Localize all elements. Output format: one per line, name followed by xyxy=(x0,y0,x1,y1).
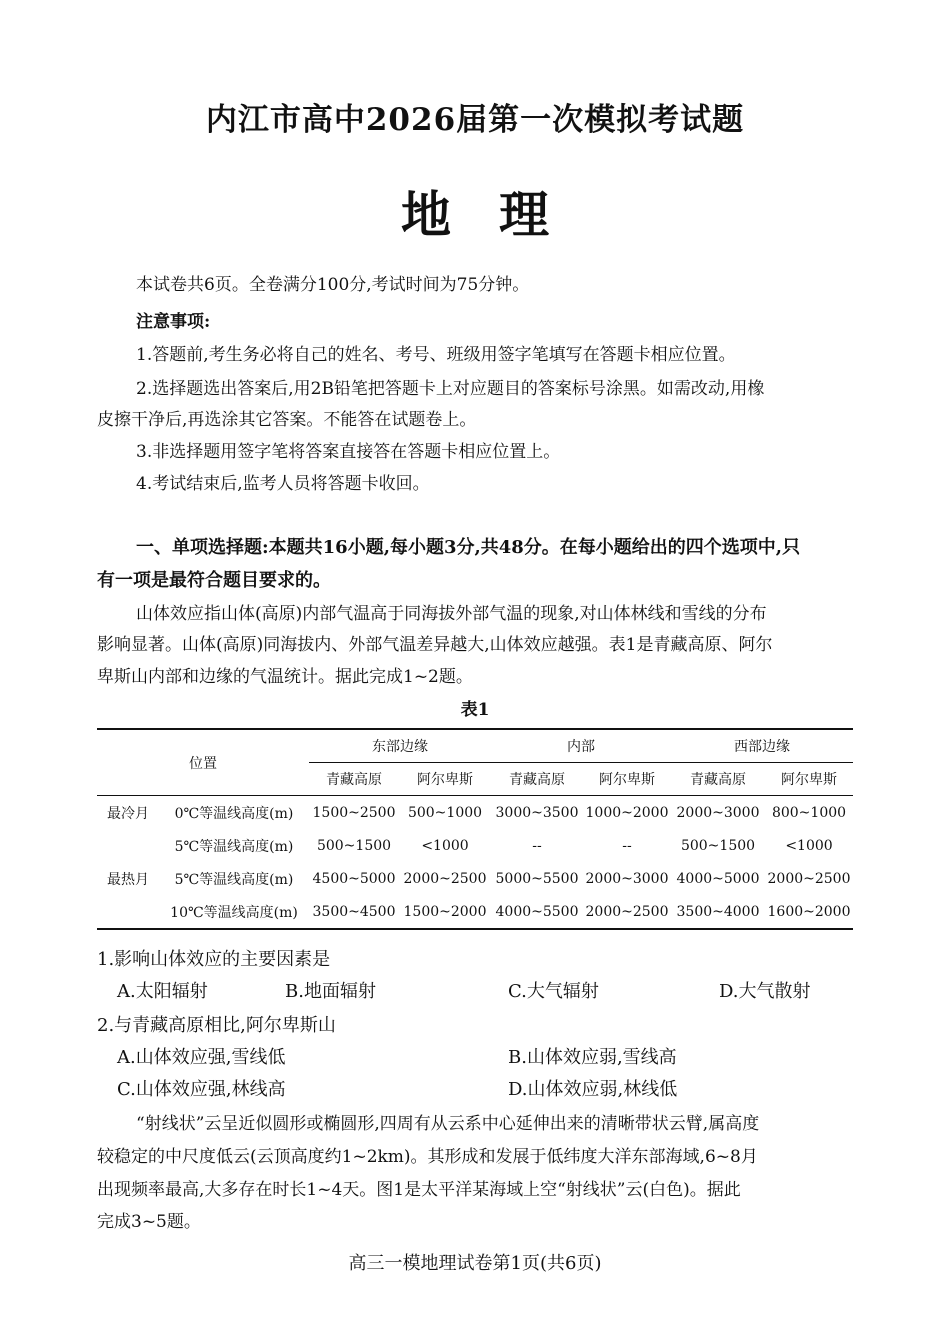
question-option: D.大气散射 xyxy=(719,981,811,1002)
section-heading: 有一项是最符合题目要求的。 xyxy=(97,570,331,591)
notice-item: 2.选择题选出答案后,用2B铅笔把答题卡上对应题目的答案标号涂黑。如需改动,用橡 xyxy=(136,379,765,399)
table-cell: <1000 xyxy=(421,837,469,854)
table-group-header: 内部 xyxy=(567,739,595,755)
table-cell: -- xyxy=(622,837,632,854)
table-cell: 2000~3000 xyxy=(676,804,760,821)
table-season xyxy=(97,829,159,862)
passage-line: 山体效应指山体(高原)内部气温高于同海拔外部气温的现象,对山体林线和雪线的分布 xyxy=(136,604,767,624)
table-cell: 2000~2500 xyxy=(403,870,487,887)
subject-title: 地理 xyxy=(401,185,597,244)
table-cell: 500~1500 xyxy=(316,837,392,854)
table-group-header: 东部边缘 xyxy=(372,739,428,755)
table-cell: 500~1000 xyxy=(407,804,483,821)
table-row xyxy=(97,862,853,895)
table-subheader: 阿尔卑斯 xyxy=(583,763,671,796)
table-cell: 1500~2500 xyxy=(312,804,396,821)
notice-heading: 注意事项: xyxy=(136,312,211,332)
question-option: C.大气辐射 xyxy=(508,981,599,1002)
table-season xyxy=(97,895,159,929)
table-row xyxy=(97,895,853,929)
notice-item: 3.非选择题用签字笔将答案直接答在答题卡相应位置上。 xyxy=(136,442,561,462)
table-cell: 2000~2500 xyxy=(585,903,669,920)
passage-line: 影响显著。山体(高原)同海拔内、外部气温差异越大,山体效应越强。表1是青藏高原、阿尔 xyxy=(97,635,773,655)
table-cell: 1000~2000 xyxy=(585,804,669,821)
table-cell: 3000~3500 xyxy=(495,804,579,821)
table-item: 10℃等温线高度(m) xyxy=(170,904,298,921)
table-group-header: 西部边缘 xyxy=(734,739,790,755)
section-heading: 一、单项选择题:本题共16小题,每小题3分,共48分。在每小题给出的四个选项中,只 xyxy=(136,537,801,558)
question-option: D.山体效应弱,林线低 xyxy=(508,1079,678,1100)
table-subheader: 阿尔卑斯 xyxy=(765,763,853,796)
table-item: 0℃等温线高度(m) xyxy=(174,805,294,822)
table-cell: 2000~3000 xyxy=(585,870,669,887)
exam-title: 内江市高中2026届第一次模拟考试题 xyxy=(205,102,745,138)
question-option: A.太阳辐射 xyxy=(117,981,208,1002)
table-row xyxy=(97,796,853,830)
table-caption: 表1 xyxy=(460,700,490,720)
table-cell: 800~1000 xyxy=(771,804,847,821)
page-footer: 高三一模地理试卷第1页(共6页) xyxy=(348,1253,602,1274)
question-stem: 1.影响山体效应的主要因素是 xyxy=(97,949,331,970)
table-subheader: 青藏高原 xyxy=(491,763,583,796)
table-season: 最冷月 xyxy=(107,805,149,822)
passage-line: 较稳定的中尺度低云(云顶高度约1~2km)。其形成和发展于低纬度大洋东部海域,6~8月 xyxy=(97,1147,758,1167)
table-cell: 4000~5500 xyxy=(495,903,579,920)
question-option: B.地面辐射 xyxy=(285,981,376,1002)
question-option: B.山体效应弱,雪线高 xyxy=(508,1047,677,1068)
table-season: 最热月 xyxy=(107,871,149,888)
table-cell: 4000~5000 xyxy=(676,870,760,887)
table-item: 5℃等温线高度(m) xyxy=(174,838,294,855)
notice-item: 1.答题前,考生务必将自己的姓名、考号、班级用签字笔填写在答题卡相应位置。 xyxy=(136,345,736,365)
table-cell: -- xyxy=(532,837,542,854)
table-cell: <1000 xyxy=(785,837,833,854)
question-option: C.山体效应强,林线高 xyxy=(117,1079,286,1100)
table-row xyxy=(97,829,853,862)
table-subheader: 阿尔卑斯 xyxy=(399,763,491,796)
table-subheader: 青藏高原 xyxy=(671,763,765,796)
passage-line: 完成3~5题。 xyxy=(97,1212,201,1232)
table-cell: 1500~2000 xyxy=(403,903,487,920)
exam-summary: 本试卷共6页。全卷满分100分,考试时间为75分钟。 xyxy=(136,275,530,295)
notice-item: 4.考试结束后,监考人员将答题卡收回。 xyxy=(136,474,430,494)
notice-item: 皮擦干净后,再选涂其它答案。不能答在试题卷上。 xyxy=(97,410,477,430)
table-cell: 4500~5000 xyxy=(312,870,396,887)
table-header-position: 位置 xyxy=(97,729,309,796)
table-cell: 3500~4000 xyxy=(676,903,760,920)
table-subheader: 青藏高原 xyxy=(309,763,399,796)
passage-line: “射线状”云呈近似圆形或椭圆形,四周有从云系中心延伸出来的清晰带状云臂,属高度 xyxy=(136,1114,760,1134)
temperature-table xyxy=(97,728,853,930)
table-cell: 2000~2500 xyxy=(767,870,851,887)
passage-line: 出现频率最高,大多存在时长1~4天。图1是太平洋某海域上空“射线状”云(白色)。据此 xyxy=(97,1180,741,1200)
passage-line: 卑斯山内部和边缘的气温统计。据此完成1~2题。 xyxy=(97,667,473,687)
table-cell: 3500~4500 xyxy=(312,903,396,920)
table-cell: 1600~2000 xyxy=(767,903,851,920)
table-cell: 5000~5500 xyxy=(495,870,579,887)
table-item: 5℃等温线高度(m) xyxy=(174,871,294,888)
question-option: A.山体效应强,雪线低 xyxy=(117,1047,286,1068)
table-cell: 500~1500 xyxy=(680,837,756,854)
question-stem: 2.与青藏高原相比,阿尔卑斯山 xyxy=(97,1015,336,1036)
